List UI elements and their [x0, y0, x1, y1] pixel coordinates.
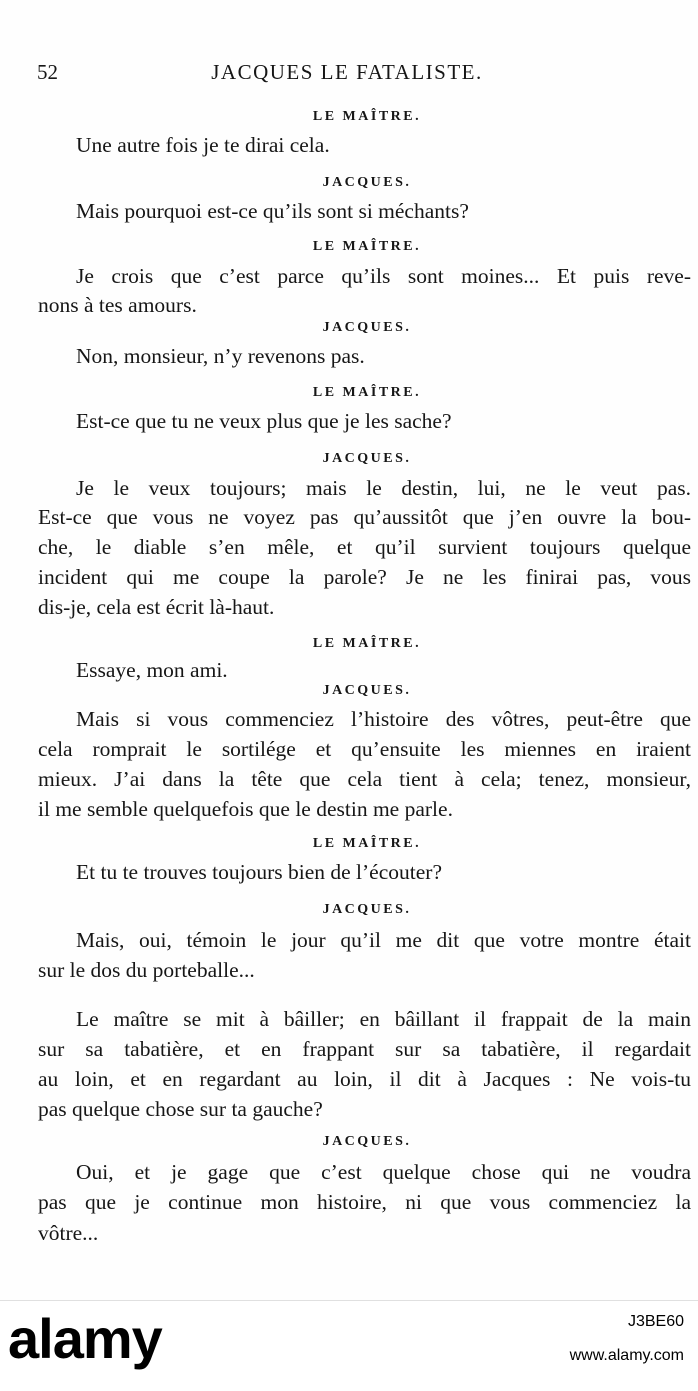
- speaker-label: JACQUES.: [322, 1134, 412, 1149]
- text-line: au loin, et en regardant au loin, il dit à Jacques : Ne vois-tu: [38, 1067, 691, 1091]
- text-line: dis-je, cela est écrit là-haut.: [38, 595, 275, 619]
- speaker-label: LE MAÎTRE.: [312, 636, 422, 651]
- text-line: nons à tes amours.: [38, 293, 197, 317]
- text-line: sur sa tabatière, et en frappant sur sa tabatière, il regardait: [38, 1037, 691, 1061]
- running-header: [37, 60, 657, 90]
- text-line: Essaye, mon ami.: [76, 658, 228, 682]
- speaker-label: JACQUES.: [322, 902, 412, 917]
- text-line: mieux. J’ai dans la tête que cela tient à cela; tenez, monsieur,: [38, 767, 691, 791]
- text-line: pas que je continue mon histoire, ni que vous commenciez la: [38, 1190, 691, 1214]
- page-number: 52: [37, 60, 58, 84]
- speaker-label: LE MAÎTRE.: [312, 385, 422, 400]
- text-line: che, le diable s’en mêle, et qu’il survient toujours quelque: [38, 535, 691, 559]
- text-line: Je le veux toujours; mais le destin, lui, ne le veut pas.: [76, 476, 691, 500]
- speaker-label: LE MAÎTRE.: [312, 109, 422, 124]
- speaker-label: LE MAÎTRE.: [312, 836, 422, 851]
- speaker-label: JACQUES.: [322, 683, 412, 698]
- speaker-label: JACQUES.: [322, 451, 412, 466]
- text-line: sur le dos du porteballe...: [38, 958, 255, 982]
- text-line: Est-ce que tu ne veux plus que je les sache?: [76, 409, 452, 433]
- text-line: cela romprait le sortilége et qu’ensuite les miennes en iraient: [38, 737, 691, 761]
- site-url: www.alamy.com: [569, 1347, 684, 1364]
- text-line: Oui, et je gage que c’est quelque chose qui ne voudra: [76, 1160, 691, 1184]
- text-line: Une autre fois je te dirai cela.: [76, 133, 330, 157]
- text-line: Et tu te trouves toujours bien de l’écouter?: [76, 860, 442, 884]
- speaker-label: JACQUES.: [322, 175, 412, 190]
- text-line: Le maître se mit à bâiller; en bâillant il frappait de la main: [76, 1007, 691, 1031]
- text-line: Est-ce que vous ne voyez pas qu’aussitôt que j’en ouvre la bou-: [38, 505, 691, 529]
- alamy-logo: alamy: [8, 1307, 162, 1370]
- running-title: JACQUES LE FATALISTE.: [211, 60, 483, 84]
- text-line: il me semble quelquefois que le destin me parle.: [38, 797, 453, 821]
- text-line: pas quelque chose sur ta gauche?: [38, 1097, 323, 1121]
- text-line: Mais, oui, témoin le jour qu’il me dit que votre montre était: [76, 928, 691, 952]
- speaker-label: LE MAÎTRE.: [312, 239, 422, 254]
- image-id: J3BE60: [627, 1313, 684, 1330]
- text-line: Je crois que c’est parce qu’ils sont moines... Et puis reve-: [76, 264, 691, 288]
- text-line: vôtre...: [38, 1221, 99, 1245]
- speaker-label: JACQUES.: [322, 320, 412, 335]
- text-line: Non, monsieur, n’y revenons pas.: [76, 344, 365, 368]
- text-line: Mais pourquoi est-ce qu’ils sont si méchants?: [76, 199, 469, 223]
- text-line: Mais si vous commenciez l’histoire des vôtres, peut-être que: [76, 707, 691, 731]
- watermark-bar: [0, 1300, 698, 1391]
- text-line: incident qui me coupe la parole? Je ne les finirai pas, vous: [38, 565, 691, 589]
